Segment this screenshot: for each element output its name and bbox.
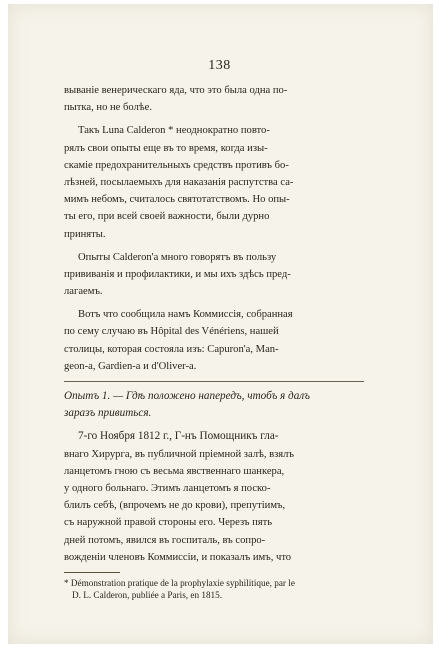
text-line: приняты. bbox=[64, 228, 106, 240]
text-line: у одного больнаго. Этимъ ланцетомъ я поско- bbox=[64, 482, 271, 494]
text-line: лагаемъ. bbox=[64, 286, 103, 298]
experiment-heading: заразъ привиться. bbox=[64, 407, 152, 420]
text-line: Такъ Luna Calderon * неоднократно повто- bbox=[78, 125, 270, 137]
footnote-line: D. L. Calderon, publiée a Paris, en 1815. bbox=[72, 590, 223, 601]
text-line: Вотъ что сообщила намъ Коммиссія, собранная bbox=[78, 309, 293, 321]
page-number: 138 bbox=[208, 58, 231, 73]
text-line: столицы, которая состояла изъ: Capuron'а, Man- bbox=[64, 343, 279, 355]
text-line: по сему случаю въ Hôpital des Vénériens, нашей bbox=[64, 326, 279, 338]
text-line: ланцетомъ гною съ весьма явственнаго шанкера, bbox=[64, 465, 285, 477]
text-line: вываніе венерическаго яда, что это была одна по- bbox=[64, 85, 288, 96]
text-line: ты его, при всей своей важности, были дурно bbox=[64, 211, 270, 223]
text-line: geon-а, Gardien-а и d'Oliver-а. bbox=[64, 360, 197, 372]
text-line: скаміе предохранительныхъ средствъ противъ бо- bbox=[64, 159, 289, 171]
text-line: лѣзней, посылаемыхъ для наказанія распутства са- bbox=[64, 176, 294, 188]
text-line: прививанія и профилактики, и мы ихъ здѣсь пред- bbox=[64, 268, 291, 280]
footnote-line: * Démonstration pratique de la prophylaxie syphilitique, par le bbox=[64, 577, 295, 588]
text-line: Опыты Calderon'а много говорятъ въ пользу bbox=[78, 251, 277, 263]
text-line: дней потомъ, явился въ госпиталь, въ сопро- bbox=[64, 534, 266, 546]
text-line: пытка, но не болѣе. bbox=[64, 102, 152, 114]
text-line: 7-го Ноября 1812 г., Г-нъ Помощникъ гла- bbox=[78, 430, 279, 443]
footnote-rule bbox=[64, 572, 120, 573]
experiment-heading: Опытъ 1. — Гдѣ положено напередъ, чтобъ я далъ bbox=[64, 390, 310, 402]
text-line: вожденіи членовъ Коммиссіи, и показалъ имъ, что bbox=[64, 551, 292, 563]
page-body bbox=[64, 82, 364, 602]
text-line: блилъ себѣ, (впрочемъ не до крови), препутіимъ, bbox=[64, 500, 286, 512]
text-line: рялъ свои опыты еще въ то время, когда изы- bbox=[64, 142, 268, 154]
text-line: мимъ небомъ, считалось святотатствомъ. Но опы- bbox=[64, 194, 290, 206]
text-line: съ наружной правой стороны его. Черезъ пять bbox=[64, 517, 273, 529]
text-line: внаго Хирурга, въ публичной пріемной залѣ, взялъ bbox=[64, 448, 294, 460]
